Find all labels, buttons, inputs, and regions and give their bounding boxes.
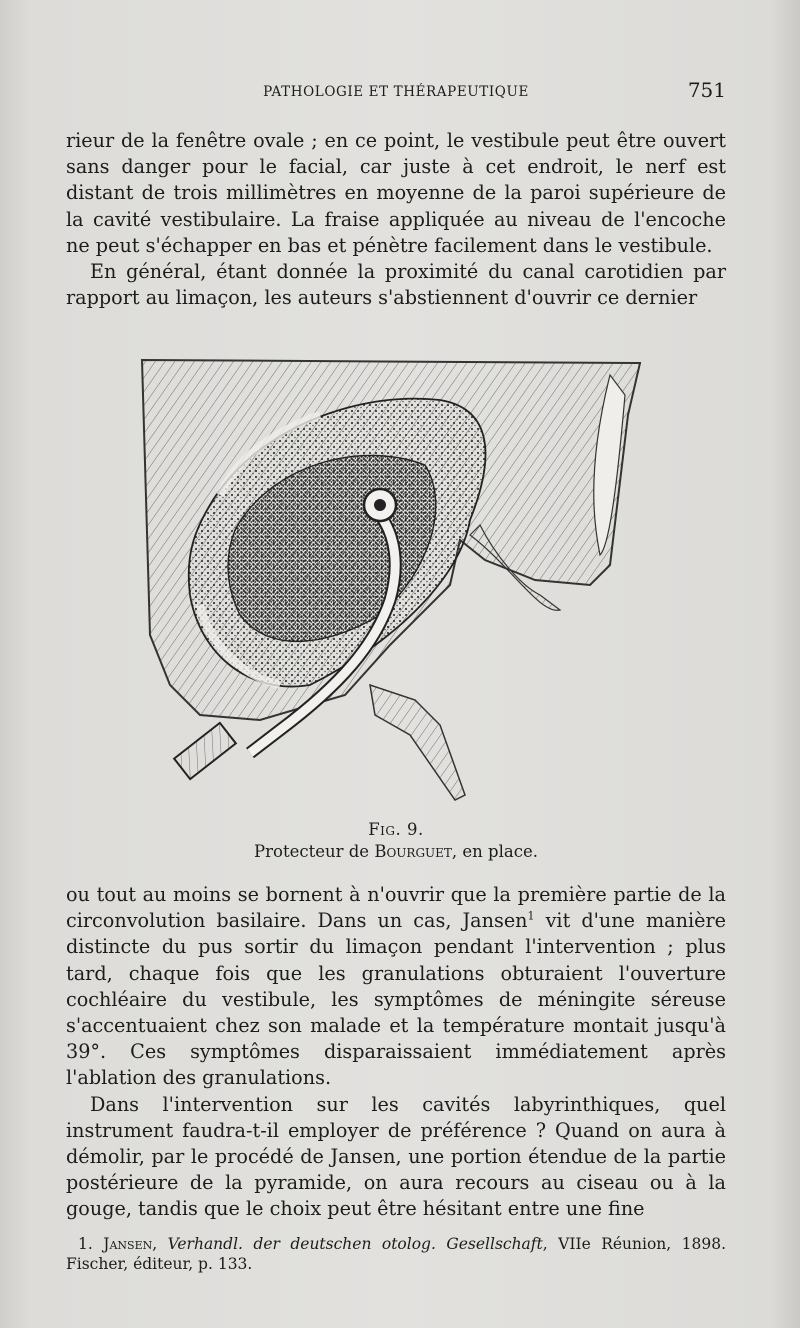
paragraph-text: ou tout au moins se bornent à n'ouvrir que la première partie de la circonvolution basilaire. Dans un cas, Jansen — [66, 883, 726, 933]
footnote-author: Jansen — [103, 1235, 153, 1253]
footnote-separator: , — [152, 1235, 168, 1253]
page-number: 751 — [687, 78, 726, 102]
footnote-number: 1. — [78, 1235, 93, 1253]
footnotes — [66, 1234, 726, 1274]
body-text-top — [66, 128, 726, 311]
caption-prefix: Protecteur de — [254, 842, 375, 861]
running-header — [66, 78, 726, 106]
footnote-reference: 1 — [527, 909, 535, 923]
footnote-title: Verhandl. der deutschen otolog. Gesellschaft — [167, 1235, 543, 1253]
caption-author-name: Bourguet — [374, 842, 452, 861]
running-header-title: PATHOLOGIE ET THÉRAPEUTIQUE — [263, 84, 529, 100]
paragraph: Dans l'intervention sur les cavités labyrinthiques, quel instrument faudra-t-il employer de préférence ? Quand on aura à démolir, par le procédé de Jansen, une portion étendue de la partie postérieure de la pyramide, on aura recours au ciseau ou à la gouge, tandis que le choix peut être hésitant entre une fine — [66, 1092, 726, 1221]
footnote-1 — [66, 1234, 726, 1274]
paragraph-continued — [66, 882, 726, 1092]
engraving-protector-in-place — [140, 355, 645, 810]
figure-illustration — [140, 355, 645, 810]
caption-suffix: , en place. — [451, 842, 538, 861]
paragraph-continued: rieur de la fenêtre ovale ; en ce point, le vestibule peut être ouvert sans danger pour le facial, car juste à cet endroit, le nerf est distant de trois millimètres en moyenne de la paroi supérieure de la cavité vestibulaire. La fraise appliquée au niveau de l'encoche ne peut s'échapper en bas et pénètre facilement dans le vestibule. — [66, 129, 726, 257]
paragraph: En général, étant donnée la proximité du canal carotidien par rapport au limaçon, les auteurs s'abstiennent d'ouvrir ce dernier — [66, 260, 726, 310]
body-text-bottom — [66, 882, 726, 1223]
footnote-rest: , VIIe Réunion, 1898. Fischer, éditeur, p. 133. — [66, 1235, 727, 1273]
figure-caption — [66, 842, 726, 862]
figure-label — [66, 820, 726, 840]
paragraph-text: vit d'une manière distincte du pus sortir du limaçon pendant l'intervention ; plus tard, chaque fois que les granulations obturaient l'ouverture cochléaire du vestibule, les symptômes de méningite séreuse s'accentuaient chez son malade et la température montait jusqu'à 39°. Ces symptômes disparaissaient immédiatement après l'ablation des granulations. — [66, 909, 726, 1090]
figure-number: Fig. 9. — [368, 820, 424, 839]
